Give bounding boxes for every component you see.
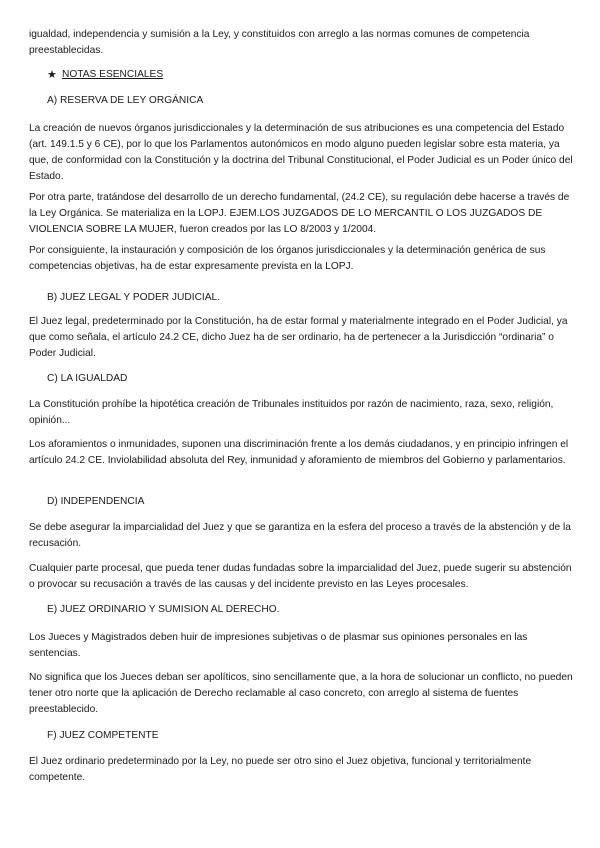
section-b-heading: B) JUEZ LEGAL Y PODER JUDICIAL. — [47, 292, 221, 303]
section-f-heading: F) JUEZ COMPETENTE — [47, 730, 159, 741]
section-a-paragraph-1: La creación de nuevos órganos jurisdiccionales y la determinación de sus atribuciones es una competencia del Estado (art. 149.1.5 y 6 CE), por lo que los Parlamentos autonómicos en modo alguno pueden legislar sobre esta materia, ya que, de conformidad con la Constitución y la doctrina del Tribunal Constitucional, el Poder Judicial es un Poder único del Estado. — [29, 123, 573, 182]
section-d-paragraph-2: Cualquier parte procesal, que pueda tener dudas fundadas sobre la imparcialidad del Juez, puede sugerir su abstención o provocar su recusación a través de las causas y del incidente previsto en las Leyes procesales. — [29, 563, 572, 590]
intro-paragraph: igualdad, independencia y sumisión a la Ley, y constituidos con arreglo a las normas comunes de competencia preestablecidas. — [29, 29, 530, 56]
section-b-paragraph-1: El Juez legal, predeterminado por la Constitución, ha de estar formal y materialmente integrado en el Poder Judicial, ya que como señala, el artículo 24.2 CE, dicho Juez ha de ser ordinario, ha de pertenecer a la Jurisdicción “ordinaria” o Poder Judicial. — [29, 316, 568, 359]
section-a-heading: A) RESERVA DE LEY ORGÁNICA — [47, 95, 204, 106]
section-e-heading: E) JUEZ ORDINARIO Y SUMISION AL DERECHO. — [47, 604, 280, 615]
section-a-paragraph-2: Por otra parte, tratándose del desarrollo de un derecho fundamental, (24.2 CE), su regulación debe hacerse a través de la Ley Orgánica. Se materializa en la LOPJ. EJEM.LOS JUZGADOS DE LO MERCANTIL O LOS JUZGADOS DE VIOLENCIA SOBRE LA MUJER, fueron creados por las LO 8/2003 y 1/2004. — [29, 192, 570, 235]
section-c-heading: C) LA IGUALDAD — [47, 373, 128, 384]
star-icon: ★ — [47, 69, 57, 81]
section-d-paragraph-1: Se debe asegurar la imparcialidad del Juez y que se garantiza en la esfera del proceso a través de la abstención y de la recusación. — [29, 522, 571, 549]
section-d-heading: D) INDEPENDENCIA — [47, 496, 145, 507]
notes-title: NOTAS ESENCIALES — [62, 69, 164, 80]
section-c-paragraph-2: Los aforamientos o inmunidades, suponen una discriminación frente a los demás ciudadanos, y en principio infringen el artículo 24.2 CE. Inviolabilidad absoluta del Rey, inmunidad y aforamiento de miembros del Gobierno y parlamentarios. — [29, 439, 569, 466]
section-c-paragraph-1: La Constitución prohíbe la hipotética creación de Tribunales instituidos por razón de nacimiento, raza, sexo, religión, opinión... — [29, 399, 554, 426]
section-f-paragraph-1: El Juez ordinario predeterminado por la Ley, no puede ser otro sino el Juez objetiva, funcional y territorialmente competente. — [29, 756, 532, 783]
section-e-paragraph-1: Los Jueces y Magistrados deben huir de impresiones subjetivas o de plasmar sus opiniones personales en las sentencias. — [29, 632, 528, 659]
section-a-paragraph-3: Por consiguiente, la instauración y composición de los órganos jurisdiccionales y la determinación genérica de sus competencias objetivas, ha de estar expresamente prevista en la LOPJ. — [29, 245, 546, 272]
section-e-paragraph-2: No significa que los Jueces deban ser apolíticos, sino sencillamente que, a la hora de solucionar un conflicto, no pueden tener otro norte que la aplicación de Derecho reclamable al caso concreto, con arreglo al sistema de fuentes preestablecido. — [29, 672, 573, 715]
